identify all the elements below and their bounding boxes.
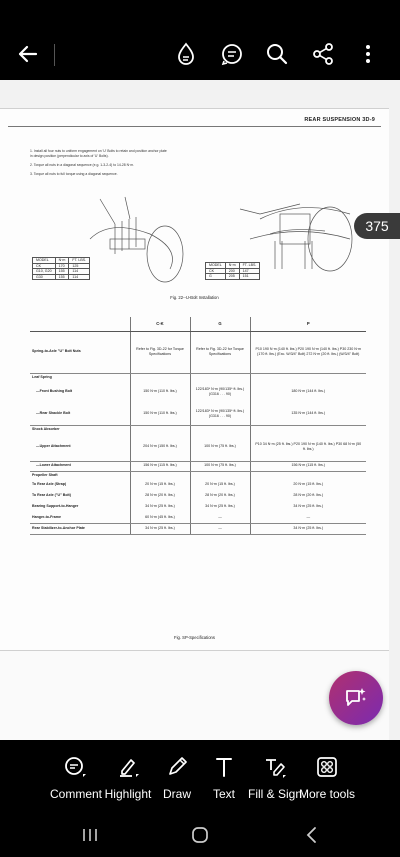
table-cell: 100 N·m (75 ft. lbs.) [190, 461, 250, 471]
spec-row-label: Spring-to-Axle "U" Bolt Nuts [30, 331, 130, 373]
table-cell: 28 N·m (20 ft. lbs.) [130, 490, 190, 501]
instruction-2: 2. Torque all nuts in a diagonal sequence (e.g. 1-3-2-4) to 14-28 N·m. [30, 163, 134, 167]
document-viewer[interactable] [0, 80, 400, 740]
highlight-icon [102, 754, 154, 780]
spec-row-label: Leaf Spring [32, 374, 52, 379]
spec-row-label: Propeller Shaft [32, 472, 58, 477]
table-cell: Refer to Fig. 3D-22 for Torque Specifications [190, 331, 250, 373]
table-cell: FT. LBS. [239, 263, 260, 269]
table-cell: 170 [55, 263, 69, 269]
table-cell [190, 471, 250, 479]
instruction-3: 3. Torque all nuts to full torque using a diagonal sequence. [30, 172, 118, 176]
table-cell: 135 N·m (144 ft. lbs.) [250, 403, 366, 425]
draw-icon [160, 754, 194, 780]
text-tool[interactable] [208, 754, 240, 801]
table-cell: 156 N·m (115 ft. lbs.) [250, 461, 366, 471]
ai-assistant-icon [343, 685, 369, 711]
more-tools-tool[interactable] [299, 754, 355, 801]
table-cell: 114 [69, 269, 90, 275]
table-cell: MODEL [206, 263, 226, 269]
table-cell [130, 471, 190, 479]
spec-col-p: P [250, 317, 366, 331]
spec-row-label: Rear Stabilizer-to-Anchor Plate [30, 523, 130, 534]
table-cell: — [190, 512, 250, 523]
share-icon[interactable] [309, 40, 337, 68]
table-cell: 100 N·m (75 ft. lbs.) [190, 433, 250, 461]
text-icon [208, 754, 240, 780]
table-cell: 34 N·m (25 ft. lbs.) [250, 523, 366, 534]
table-cell: 34 N·m (25 ft. lbs.) [130, 523, 190, 534]
spec-row-label: To Rear Axle ("U" Bolt) [32, 492, 71, 497]
table-cell: N·m [55, 258, 69, 264]
comments-list-icon[interactable] [218, 40, 246, 68]
table-cell: 34 N·m (25 ft. lbs.) [190, 501, 250, 512]
table-cell: 34 N·m (25 ft. lbs.) [250, 501, 366, 512]
spec-row-label: —Front Bushing Bolt [36, 389, 73, 394]
draw-tool[interactable] [160, 754, 194, 801]
table-cell: 180 N·m (144 ft. lbs.) [250, 381, 366, 403]
torque-table-right [205, 262, 260, 280]
table-cell: G30 [33, 274, 56, 280]
home-icon[interactable] [188, 823, 212, 847]
draw-label: Draw [162, 787, 191, 801]
status-bar [0, 0, 400, 28]
fig22-caption: Fig. 22--U-Bolt Installation [170, 295, 219, 300]
spec-col-blank [30, 317, 130, 331]
table-cell: 122/183* N·m (90/135* ft. lbs.) (G316 . . . 90) [190, 381, 250, 403]
comment-icon [50, 754, 100, 780]
table-cell [190, 373, 250, 381]
bottom-toolbar [0, 740, 400, 813]
pdf-page [0, 108, 389, 704]
table-cell [250, 471, 366, 479]
header-rule [8, 126, 381, 127]
system-navigation-bar [0, 813, 400, 857]
app-bar-divider [54, 44, 55, 66]
table-cell: P10 34 N·m (25 ft. lbs.) P20 190 N·m (140 ft. lbs.) P30 68 N·m (50 ft. lbs.) [250, 433, 366, 461]
comment-tool[interactable] [50, 754, 103, 801]
table-cell: 151 [239, 274, 260, 280]
table-cell: 147 [239, 268, 260, 274]
table-cell: CK [206, 268, 226, 274]
table-cell: 150 N·m (110 ft. lbs.) [130, 403, 190, 425]
table-cell: Refer to Fig. 3D-22 for Torque Specifications [130, 331, 190, 373]
spec-col-ck: C-K [130, 317, 190, 331]
overflow-menu-icon[interactable] [354, 40, 382, 68]
torque-table-left [32, 257, 90, 280]
nav-back-icon[interactable] [300, 823, 324, 847]
table-cell: G10, G20 [33, 269, 56, 275]
running-head: REAR SUSPENSION 3D-9 [304, 117, 375, 123]
table-cell: 155 [55, 269, 69, 275]
spec-row-label: —Lower Attachment [30, 461, 130, 471]
table-cell: 205 [225, 274, 239, 280]
table-cell: 20 N·m (15 ft. lbs.) [130, 479, 190, 490]
table-cell: 60 N·m (45 ft. lbs.) [130, 512, 190, 523]
search-icon[interactable] [263, 40, 291, 68]
table-cell: P10 190 N·m (140 ft. lbs.) P20 190 N·m (140 ft. lbs.) P30 230 N·m (170 ft. lbs.) (Exc. W/3/4" Bolt) 272 N·m (20 ft. lbs.) (W/3/4" Bolt) [250, 331, 366, 373]
table-cell: FT. LBS. [69, 258, 90, 264]
table-cell: 150 N·m (110 ft. lbs.) [130, 381, 190, 403]
highlight-label: Highlight [104, 787, 152, 801]
highlight-tool[interactable] [102, 754, 154, 801]
table-cell: 156 N·m (115 ft. lbs.) [130, 461, 190, 471]
specifications-table [30, 317, 366, 535]
comment-label: Comment [50, 787, 103, 801]
more-tools-label: More tools [299, 787, 356, 801]
table-cell: 114 [69, 274, 90, 280]
spec-row-label: Hanger-to-Frame [30, 512, 130, 523]
table-cell: CK [33, 263, 56, 269]
table-cell: 204 N·m (150 ft. lbs.) [130, 433, 190, 461]
table-cell: MODEL [33, 258, 56, 264]
fill-sign-icon [247, 754, 303, 780]
specifications-caption: Fig. SP-Specifications [174, 635, 215, 640]
table-cell [130, 425, 190, 433]
table-cell [130, 373, 190, 381]
page-number-indicator[interactable]: 375 [354, 213, 400, 239]
table-cell: G [206, 274, 226, 280]
table-cell: 34 N·m (25 ft. lbs.) [130, 501, 190, 512]
table-cell [190, 425, 250, 433]
spec-row-label: Bearing Support-to-Hanger [32, 503, 79, 508]
back-arrow-icon[interactable] [14, 40, 42, 68]
table-cell [250, 373, 366, 381]
table-cell [250, 425, 366, 433]
table-cell: 125 [69, 263, 90, 269]
text-label: Text [212, 787, 235, 801]
fill-sign-label: Fill & Sign [247, 787, 303, 801]
app-bar [0, 28, 400, 80]
table-cell: 155 [55, 274, 69, 280]
table-cell: N·m [225, 263, 239, 269]
instruction-1: 1. Install all four nuts to uniform engagement on 'U' Bolts to retain and position anchor plate in design position (perpendicular to axis of 'U' Bolts). [30, 149, 167, 158]
fill-sign-tool[interactable] [247, 754, 303, 801]
liquid-mode-icon[interactable] [172, 40, 200, 68]
table-cell: 28 N·m (20 ft. lbs.) [250, 490, 366, 501]
table-cell: 200 [225, 268, 239, 274]
table-cell: 20 N·m (15 ft. lbs.) [250, 479, 366, 490]
spec-row-label: Shock Absorber [32, 426, 60, 431]
spec-row-label: —Rear Shackle Bolt [30, 403, 130, 425]
ai-assistant-button[interactable] [329, 671, 383, 725]
table-cell: — [250, 512, 366, 523]
spec-row-label: To Rear Axle (Strap) [32, 481, 67, 486]
table-cell: — [190, 523, 250, 534]
table-cell: 28 N·m (20 ft. lbs.) [190, 490, 250, 501]
recent-apps-icon[interactable] [78, 823, 102, 847]
table-cell: 122/183* N·m (90/135* ft. lbs.) (G316 . . . 90) [190, 403, 250, 425]
table-cell: 20 N·m (15 ft. lbs.) [190, 479, 250, 490]
spec-row-label: —Upper Attachment [30, 433, 130, 461]
more-tools-icon [299, 754, 355, 780]
spec-col-g: G [190, 317, 250, 331]
installation-instructions [30, 149, 170, 181]
